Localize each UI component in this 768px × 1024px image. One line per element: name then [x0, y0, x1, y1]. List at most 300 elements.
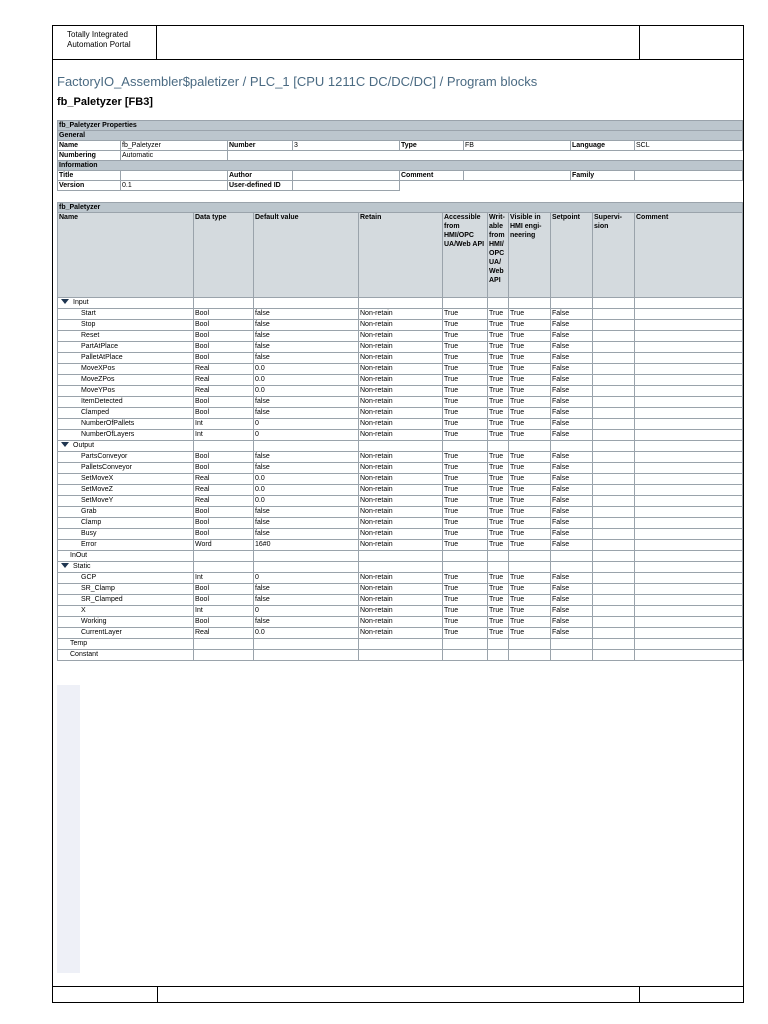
- cell-datatype: Int: [194, 606, 254, 617]
- cell-writable: True: [488, 507, 509, 518]
- section-row-output[interactable]: [58, 441, 743, 452]
- table-row: [58, 430, 743, 441]
- col-header-datatype: Data type: [194, 213, 254, 298]
- table-row: [58, 419, 743, 430]
- cell-name: Clamped: [58, 408, 194, 419]
- cell-accessible: True: [443, 419, 488, 430]
- cell-writable: True: [488, 364, 509, 375]
- footer-left-cell: [53, 987, 158, 1002]
- cell-name: Reset: [58, 331, 194, 342]
- cell-default: 0: [254, 430, 359, 441]
- cell-retain: Non-retain: [359, 507, 443, 518]
- cell-setpoint: False: [551, 342, 593, 353]
- header-company-line1: Totally Integrated: [67, 30, 128, 39]
- cell-visible: True: [509, 430, 551, 441]
- cell-retain: Non-retain: [359, 309, 443, 320]
- cell-writable: True: [488, 595, 509, 606]
- cell-writable: True: [488, 584, 509, 595]
- general-section-title: General: [58, 131, 743, 141]
- table-row: [58, 452, 743, 463]
- cell-default: false: [254, 529, 359, 540]
- cell-datatype: Int: [194, 573, 254, 584]
- cell-default: false: [254, 507, 359, 518]
- cell-visible: True: [509, 419, 551, 430]
- cell-retain: Non-retain: [359, 606, 443, 617]
- cell-setpoint: False: [551, 573, 593, 584]
- cell-default: false: [254, 518, 359, 529]
- cell-setpoint: False: [551, 353, 593, 364]
- cell-datatype: Bool: [194, 529, 254, 540]
- cell-visible: True: [509, 540, 551, 551]
- cell-visible: True: [509, 452, 551, 463]
- cell-name: Start: [58, 309, 194, 320]
- cell-datatype: Real: [194, 375, 254, 386]
- cell-retain: Non-retain: [359, 419, 443, 430]
- col-header-accessible: Accessible from HMI/OPC UA/Web API: [443, 213, 488, 298]
- cell-default: false: [254, 452, 359, 463]
- cell-writable: True: [488, 474, 509, 485]
- cell-writable: True: [488, 573, 509, 584]
- cell-datatype: Real: [194, 364, 254, 375]
- table-row: [58, 573, 743, 584]
- collapse-arrow-icon[interactable]: [61, 442, 69, 447]
- cell-accessible: True: [443, 430, 488, 441]
- cell-datatype: Bool: [194, 408, 254, 419]
- cell-writable: True: [488, 529, 509, 540]
- cell-visible: True: [509, 573, 551, 584]
- cell-accessible: True: [443, 584, 488, 595]
- cell-setpoint: False: [551, 496, 593, 507]
- table-row: [58, 540, 743, 551]
- footer-right-cell: [640, 987, 743, 1002]
- page-title: FactoryIO_Assembler$paletizer / PLC_1 [CPU 1211C DC/DC/DC] / Program blocks: [57, 74, 538, 89]
- cell-name: MoveZPos: [58, 375, 194, 386]
- table-row: [58, 584, 743, 595]
- table-row: [58, 386, 743, 397]
- cell-visible: True: [509, 375, 551, 386]
- cell-default: false: [254, 595, 359, 606]
- cell-visible: True: [509, 595, 551, 606]
- cell-visible: True: [509, 386, 551, 397]
- table-row: [58, 408, 743, 419]
- cell-name: Grab: [58, 507, 194, 518]
- table-row: [58, 320, 743, 331]
- header-company: [53, 26, 157, 59]
- cell-accessible: True: [443, 463, 488, 474]
- cell-visible: True: [509, 342, 551, 353]
- properties-table: [57, 120, 743, 191]
- cell-writable: True: [488, 628, 509, 639]
- table-row: [58, 595, 743, 606]
- cell-datatype: Bool: [194, 342, 254, 353]
- cell-accessible: True: [443, 628, 488, 639]
- cell-name: SetMoveY: [58, 496, 194, 507]
- cell-setpoint: False: [551, 584, 593, 595]
- table-row: [58, 606, 743, 617]
- cell-name: PartAtPlace: [58, 342, 194, 353]
- collapse-arrow-icon[interactable]: [61, 563, 69, 568]
- block-section-title: fb_Paletyzer: [58, 203, 743, 213]
- cell-writable: True: [488, 452, 509, 463]
- name-value: fb_Paletyzer: [121, 141, 228, 151]
- cell-setpoint: False: [551, 375, 593, 386]
- cell-accessible: True: [443, 353, 488, 364]
- col-header-name: Name: [58, 213, 194, 298]
- cell-retain: Non-retain: [359, 408, 443, 419]
- header-company-line2: Automation Portal: [67, 40, 131, 49]
- cell-default: false: [254, 617, 359, 628]
- cell-accessible: True: [443, 474, 488, 485]
- cell-setpoint: False: [551, 364, 593, 375]
- cell-datatype: Real: [194, 386, 254, 397]
- table-row: [58, 507, 743, 518]
- cell-accessible: True: [443, 320, 488, 331]
- cell-name: CurrentLayer: [58, 628, 194, 639]
- cell-name: NumberOfLayers: [58, 430, 194, 441]
- cell-name: X: [58, 606, 194, 617]
- table-row: [58, 309, 743, 320]
- section-label: Output: [73, 442, 95, 449]
- table-row: [58, 397, 743, 408]
- section-row-input[interactable]: [58, 298, 743, 309]
- cell-name: Busy: [58, 529, 194, 540]
- cell-name: MoveYPos: [58, 386, 194, 397]
- cell-setpoint: False: [551, 529, 593, 540]
- cell-default: 16#0: [254, 540, 359, 551]
- col-header-default: Default value: [254, 213, 359, 298]
- cell-setpoint: False: [551, 408, 593, 419]
- number-label: Number: [228, 141, 293, 151]
- cell-retain: Non-retain: [359, 573, 443, 584]
- cell-setpoint: False: [551, 397, 593, 408]
- cell-setpoint: False: [551, 474, 593, 485]
- cell-retain: Non-retain: [359, 540, 443, 551]
- section-label: InOut: [70, 552, 88, 559]
- cell-visible: True: [509, 463, 551, 474]
- cell-name: SR_Clamp: [58, 584, 194, 595]
- table-row: [58, 353, 743, 364]
- cell-datatype: Bool: [194, 617, 254, 628]
- cell-datatype: Real: [194, 628, 254, 639]
- cell-datatype: Bool: [194, 397, 254, 408]
- cell-name: Error: [58, 540, 194, 551]
- table-row: [58, 463, 743, 474]
- cell-retain: Non-retain: [359, 463, 443, 474]
- cell-visible: True: [509, 606, 551, 617]
- cell-default: 0: [254, 419, 359, 430]
- cell-name: PartsConveyor: [58, 452, 194, 463]
- section-label: Temp: [70, 640, 88, 647]
- title-label: Title: [58, 171, 121, 181]
- table-row: [58, 331, 743, 342]
- col-header-supervision: Supervi-sion: [593, 213, 635, 298]
- cell-writable: True: [488, 353, 509, 364]
- cell-retain: Non-retain: [359, 595, 443, 606]
- header-middle-cell: [157, 26, 640, 59]
- version-value: 0.1: [121, 181, 228, 191]
- section-label: Constant: [70, 651, 99, 658]
- cell-datatype: Bool: [194, 595, 254, 606]
- cell-datatype: Bool: [194, 309, 254, 320]
- section-row-static[interactable]: [58, 562, 743, 573]
- cell-accessible: True: [443, 606, 488, 617]
- section-row-constant: [58, 650, 743, 661]
- cell-retain: Non-retain: [359, 518, 443, 529]
- col-header-visible: Visible in HMI engi-neering: [509, 213, 551, 298]
- cell-visible: True: [509, 331, 551, 342]
- cell-accessible: True: [443, 375, 488, 386]
- cell-writable: True: [488, 408, 509, 419]
- cell-name: ItemDetected: [58, 397, 194, 408]
- cell-default: false: [254, 320, 359, 331]
- cell-retain: Non-retain: [359, 474, 443, 485]
- cell-retain: Non-retain: [359, 617, 443, 628]
- cell-writable: True: [488, 309, 509, 320]
- cell-setpoint: False: [551, 595, 593, 606]
- cell-accessible: True: [443, 529, 488, 540]
- cell-writable: True: [488, 485, 509, 496]
- cell-writable: True: [488, 463, 509, 474]
- cell-writable: True: [488, 375, 509, 386]
- footer-middle-cell: [158, 987, 640, 1002]
- cell-datatype: Real: [194, 474, 254, 485]
- cell-retain: Non-retain: [359, 485, 443, 496]
- cell-accessible: True: [443, 496, 488, 507]
- col-header-retain: Retain: [359, 213, 443, 298]
- cell-accessible: True: [443, 507, 488, 518]
- cell-default: 0.0: [254, 628, 359, 639]
- cell-name: NumberOfPallets: [58, 419, 194, 430]
- cell-retain: Non-retain: [359, 397, 443, 408]
- cell-accessible: True: [443, 617, 488, 628]
- userid-label: User-defined ID: [228, 181, 293, 191]
- information-section-title: Information: [58, 161, 743, 171]
- cell-writable: True: [488, 320, 509, 331]
- cell-default: false: [254, 397, 359, 408]
- cell-visible: True: [509, 628, 551, 639]
- cell-retain: Non-retain: [359, 584, 443, 595]
- cell-setpoint: False: [551, 485, 593, 496]
- cell-datatype: Bool: [194, 353, 254, 364]
- cell-default: 0: [254, 573, 359, 584]
- cell-datatype: Real: [194, 485, 254, 496]
- cell-accessible: True: [443, 309, 488, 320]
- cell-writable: True: [488, 496, 509, 507]
- block-interface-table: [57, 202, 743, 661]
- cell-setpoint: False: [551, 628, 593, 639]
- language-label: Language: [571, 141, 635, 151]
- cell-default: false: [254, 584, 359, 595]
- language-value: SCL: [635, 141, 743, 151]
- cell-default: false: [254, 463, 359, 474]
- cell-accessible: True: [443, 485, 488, 496]
- cell-visible: True: [509, 485, 551, 496]
- cell-accessible: True: [443, 518, 488, 529]
- cell-datatype: Word: [194, 540, 254, 551]
- type-label: Type: [400, 141, 464, 151]
- section-row-inout: [58, 551, 743, 562]
- margin-sidebar: [57, 685, 80, 973]
- cell-default: 0.0: [254, 375, 359, 386]
- cell-retain: Non-retain: [359, 496, 443, 507]
- col-header-setpoint: Setpoint: [551, 213, 593, 298]
- cell-retain: Non-retain: [359, 342, 443, 353]
- cell-default: false: [254, 331, 359, 342]
- cell-visible: True: [509, 496, 551, 507]
- cell-retain: Non-retain: [359, 386, 443, 397]
- cell-name: SR_Clamped: [58, 595, 194, 606]
- cell-retain: Non-retain: [359, 353, 443, 364]
- cell-setpoint: False: [551, 617, 593, 628]
- cell-writable: True: [488, 518, 509, 529]
- author-label: Author: [228, 171, 293, 181]
- cell-visible: True: [509, 584, 551, 595]
- cell-visible: True: [509, 364, 551, 375]
- cell-setpoint: False: [551, 518, 593, 529]
- table-row: [58, 364, 743, 375]
- cell-retain: Non-retain: [359, 331, 443, 342]
- cell-writable: True: [488, 397, 509, 408]
- table-row: [58, 529, 743, 540]
- cell-name: SetMoveZ: [58, 485, 194, 496]
- cell-default: 0: [254, 606, 359, 617]
- userid-value: [293, 181, 400, 191]
- header-right-cell: [640, 26, 743, 59]
- cell-default: 0.0: [254, 485, 359, 496]
- name-label: Name: [58, 141, 121, 151]
- cell-writable: True: [488, 342, 509, 353]
- comment-label: Comment: [400, 171, 464, 181]
- cell-name: GCP: [58, 573, 194, 584]
- cell-datatype: Int: [194, 419, 254, 430]
- cell-datatype: Real: [194, 496, 254, 507]
- cell-datatype: Bool: [194, 584, 254, 595]
- cell-setpoint: False: [551, 430, 593, 441]
- cell-visible: True: [509, 474, 551, 485]
- cell-name: PalletAtPlace: [58, 353, 194, 364]
- col-header-comment: Comment: [635, 213, 743, 298]
- table-row: [58, 342, 743, 353]
- cell-datatype: Bool: [194, 452, 254, 463]
- cell-default: 0.0: [254, 474, 359, 485]
- number-value: 3: [293, 141, 400, 151]
- family-value: [635, 171, 743, 181]
- cell-visible: True: [509, 518, 551, 529]
- cell-writable: True: [488, 540, 509, 551]
- cell-setpoint: False: [551, 386, 593, 397]
- cell-default: 0.0: [254, 496, 359, 507]
- cell-retain: Non-retain: [359, 320, 443, 331]
- table-row: [58, 518, 743, 529]
- cell-default: false: [254, 408, 359, 419]
- table-row: [58, 485, 743, 496]
- cell-datatype: Bool: [194, 331, 254, 342]
- cell-accessible: True: [443, 364, 488, 375]
- cell-visible: True: [509, 397, 551, 408]
- comment-value: [464, 171, 571, 181]
- cell-setpoint: False: [551, 320, 593, 331]
- cell-default: false: [254, 342, 359, 353]
- cell-visible: True: [509, 529, 551, 540]
- section-label: Input: [73, 299, 89, 306]
- cell-default: false: [254, 353, 359, 364]
- table-row: [58, 617, 743, 628]
- cell-accessible: True: [443, 342, 488, 353]
- cell-writable: True: [488, 331, 509, 342]
- cell-retain: Non-retain: [359, 364, 443, 375]
- cell-visible: True: [509, 353, 551, 364]
- cell-visible: True: [509, 617, 551, 628]
- cell-setpoint: False: [551, 606, 593, 617]
- cell-visible: True: [509, 408, 551, 419]
- cell-name: SetMoveX: [58, 474, 194, 485]
- cell-setpoint: False: [551, 309, 593, 320]
- cell-writable: True: [488, 430, 509, 441]
- cell-default: 0.0: [254, 386, 359, 397]
- type-value: FB: [464, 141, 571, 151]
- section-row-temp: [58, 639, 743, 650]
- family-label: Family: [571, 171, 635, 181]
- cell-name: Stop: [58, 320, 194, 331]
- cell-visible: True: [509, 309, 551, 320]
- cell-default: 0.0: [254, 364, 359, 375]
- cell-datatype: Bool: [194, 320, 254, 331]
- cell-accessible: True: [443, 595, 488, 606]
- block-column-headers: [58, 213, 743, 298]
- cell-writable: True: [488, 606, 509, 617]
- page-footer: [52, 986, 744, 1003]
- cell-accessible: True: [443, 386, 488, 397]
- cell-writable: True: [488, 386, 509, 397]
- cell-datatype: Int: [194, 430, 254, 441]
- section-label: Static: [73, 563, 91, 570]
- cell-writable: True: [488, 419, 509, 430]
- table-row: [58, 496, 743, 507]
- cell-accessible: True: [443, 452, 488, 463]
- cell-retain: Non-retain: [359, 452, 443, 463]
- cell-retain: Non-retain: [359, 628, 443, 639]
- author-value: [293, 171, 400, 181]
- version-label: Version: [58, 181, 121, 191]
- cell-accessible: True: [443, 573, 488, 584]
- cell-retain: Non-retain: [359, 375, 443, 386]
- table-row: [58, 474, 743, 485]
- cell-name: PalletsConveyor: [58, 463, 194, 474]
- cell-name: MoveXPos: [58, 364, 194, 375]
- cell-setpoint: False: [551, 507, 593, 518]
- collapse-arrow-icon[interactable]: [61, 299, 69, 304]
- page-subtitle: fb_Paletyzer [FB3]: [57, 96, 153, 108]
- properties-section-title: fb_Paletyzer Properties: [58, 121, 743, 131]
- cell-visible: True: [509, 320, 551, 331]
- cell-retain: Non-retain: [359, 529, 443, 540]
- cell-setpoint: False: [551, 331, 593, 342]
- cell-default: false: [254, 309, 359, 320]
- cell-datatype: Bool: [194, 507, 254, 518]
- cell-accessible: True: [443, 540, 488, 551]
- cell-datatype: Bool: [194, 518, 254, 529]
- cell-visible: True: [509, 507, 551, 518]
- cell-setpoint: False: [551, 452, 593, 463]
- cell-datatype: Bool: [194, 463, 254, 474]
- cell-name: Working: [58, 617, 194, 628]
- cell-setpoint: False: [551, 463, 593, 474]
- cell-accessible: True: [443, 397, 488, 408]
- numbering-value: Automatic: [121, 151, 228, 161]
- cell-writable: True: [488, 617, 509, 628]
- table-row: [58, 628, 743, 639]
- cell-accessible: True: [443, 331, 488, 342]
